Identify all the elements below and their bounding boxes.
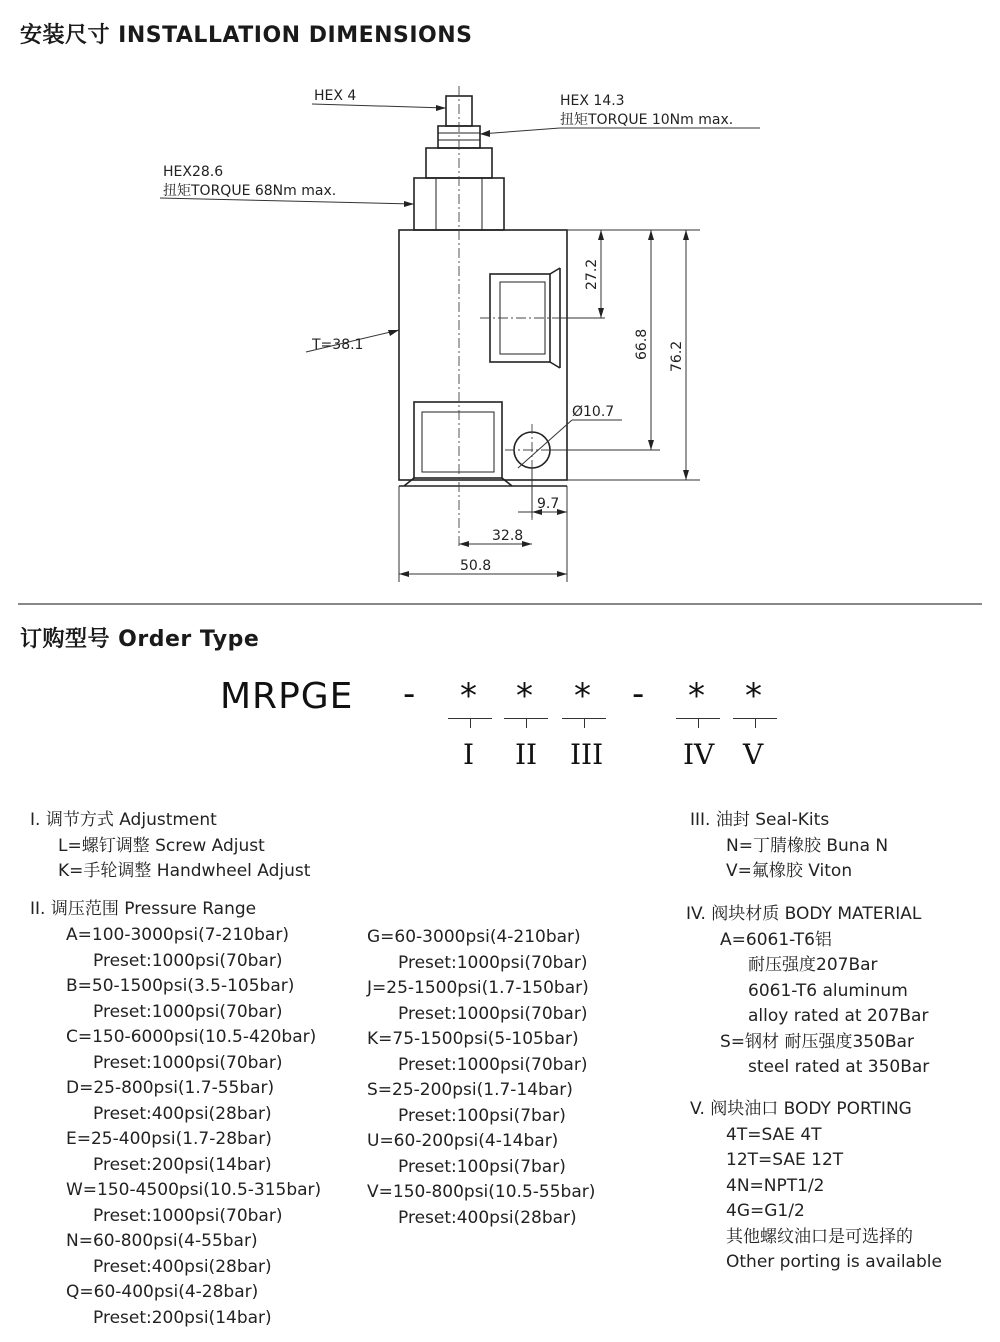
material-option: S=钢材 耐压强度350Bar: [720, 1031, 914, 1052]
label-torque10: 扭矩TORQUE 10Nm max.: [560, 112, 734, 128]
pressure-option: V=150-800psi(10.5-55bar): [367, 1182, 596, 1202]
code-tick-3: [584, 718, 585, 728]
pressure-option: N=60-800psi(4-55bar): [66, 1231, 258, 1251]
code-dash-1: -: [403, 674, 416, 714]
order-type-title: 订购型号 Order Type: [20, 627, 260, 652]
dim-66: 66.8: [634, 328, 650, 360]
pressure-option: G=60-3000psi(4-210bar): [367, 927, 581, 947]
pressure-title: II. 调压范围 Pressure Range: [30, 899, 257, 919]
material-detail: steel rated at 350Bar: [748, 1057, 930, 1077]
pressure-preset: Preset:1000psi(70bar): [398, 1003, 588, 1024]
material-option: A=6061-T6铝: [720, 929, 832, 950]
adjustment-option: L=螺钉调整 Screw Adjust: [58, 835, 265, 856]
porting-note: 其他螺纹油口是可选择的: [726, 1226, 913, 1247]
code-tick-2: [526, 718, 527, 728]
porting-title: V. 阀块油口 BODY PORTING: [690, 1099, 912, 1119]
seal-option: N=丁腈橡胶 Buna N: [726, 835, 889, 856]
material-detail: 耐压强度207Bar: [748, 955, 878, 975]
adjustment-section: [30, 808, 310, 885]
label-thickness: T=38.1: [312, 337, 364, 353]
dim-9: 9.7: [537, 496, 560, 512]
code-star-3: *: [574, 676, 591, 716]
porting-option: 4N=NPT1/2: [726, 1175, 825, 1196]
porting-option: 12T=SAE 12T: [726, 1150, 844, 1170]
label-hex28: HEX28.6: [163, 164, 224, 180]
material-detail: 6061-T6 aluminum: [748, 980, 908, 1001]
pressure-preset: Preset:1000psi(70bar): [93, 1205, 283, 1226]
pressure-option: J=25-1500psi(1.7-150bar): [367, 978, 589, 998]
pressure-option: E=25-400psi(1.7-28bar): [66, 1129, 272, 1149]
code-tick-4: [698, 718, 699, 728]
pressure-preset: Preset:200psi(14bar): [93, 1154, 272, 1175]
pressure-preset: Preset:1000psi(70bar): [93, 1052, 283, 1073]
dim-76: 76.2: [669, 340, 685, 372]
roman-4: IV: [683, 738, 715, 771]
installation-title: 安装尺寸 INSTALLATION DIMENSIONS: [20, 23, 473, 48]
pressure-col-1: [66, 923, 321, 1331]
code-tick-1: [470, 718, 471, 728]
pressure-option: U=60-200psi(4-14bar): [367, 1131, 559, 1151]
pressure-preset: Preset:100psi(7bar): [398, 1105, 566, 1126]
pressure-preset: Preset:400psi(28bar): [93, 1256, 272, 1277]
pressure-option: Q=60-400psi(4-28bar): [66, 1282, 259, 1302]
porting-option: 4G=G1/2: [726, 1201, 805, 1221]
pressure-option: S=25-200psi(1.7-14bar): [367, 1080, 573, 1100]
material-title: IV. 阀块材质 BODY MATERIAL: [686, 904, 922, 924]
material-section: [686, 902, 929, 1081]
roman-2: II: [515, 738, 538, 771]
pressure-preset: Preset:400psi(28bar): [93, 1103, 272, 1124]
seal-title: III. 油封 Seal-Kits: [690, 810, 830, 830]
dim-32: 32.8: [492, 528, 524, 544]
pressure-preset: Preset:400psi(28bar): [398, 1207, 577, 1228]
pressure-preset: Preset:1000psi(70bar): [93, 1001, 283, 1022]
model-code: MRPGE: [220, 676, 354, 717]
code-star-5: *: [745, 676, 762, 716]
dim-diameter: Ø10.7: [572, 404, 615, 420]
roman-5: V: [743, 738, 764, 771]
pressure-option: A=100-3000psi(7-210bar): [66, 925, 289, 945]
bottom-port: [414, 402, 502, 478]
pressure-option: W=150-4500psi(10.5-315bar): [66, 1180, 322, 1200]
adjustment-title: I. 调节方式 Adjustment: [30, 810, 217, 830]
pressure-col-2: [367, 925, 595, 1231]
material-detail: alloy rated at 207Bar: [748, 1006, 929, 1026]
label-hex4: HEX 4: [314, 88, 357, 104]
porting-note: Other porting is available: [726, 1252, 942, 1272]
seal-option: V=氟橡胶 Viton: [726, 861, 853, 881]
code-star-1: *: [460, 676, 477, 716]
pressure-preset: Preset:1000psi(70bar): [93, 950, 283, 971]
pressure-option: K=75-1500psi(5-105bar): [367, 1029, 579, 1049]
adjustment-option: K=手轮调整 Handwheel Adjust: [58, 861, 311, 881]
pressure-option: D=25-800psi(1.7-55bar): [66, 1078, 275, 1098]
valve-body: [399, 230, 567, 480]
pressure-preset: Preset:1000psi(70bar): [398, 1054, 588, 1075]
code-star-4: *: [688, 676, 705, 716]
dim-50: 50.8: [460, 558, 492, 574]
porting-section: [690, 1097, 942, 1276]
porting-option: 4T=SAE 4T: [726, 1124, 822, 1145]
code-tick-5: [755, 718, 756, 728]
code-dash-2: -: [632, 674, 645, 714]
pressure-option: B=50-1500psi(3.5-105bar): [66, 976, 295, 996]
pressure-preset: Preset:200psi(14bar): [93, 1307, 272, 1328]
pressure-option: C=150-6000psi(10.5-420bar): [66, 1027, 317, 1047]
roman-3: III: [570, 738, 604, 771]
label-torque68: 扭矩TORQUE 68Nm max.: [163, 183, 337, 199]
label-hex14: HEX 14.3: [560, 93, 625, 109]
dim-27: 27.2: [584, 258, 600, 290]
seal-section: [690, 808, 888, 885]
installation-drawing: [0, 60, 1000, 600]
code-star-2: *: [516, 676, 533, 716]
roman-1: I: [463, 738, 475, 771]
pressure-preset: Preset:1000psi(70bar): [398, 952, 588, 973]
pressure-preset: Preset:100psi(7bar): [398, 1156, 566, 1177]
section-divider: [18, 603, 982, 605]
